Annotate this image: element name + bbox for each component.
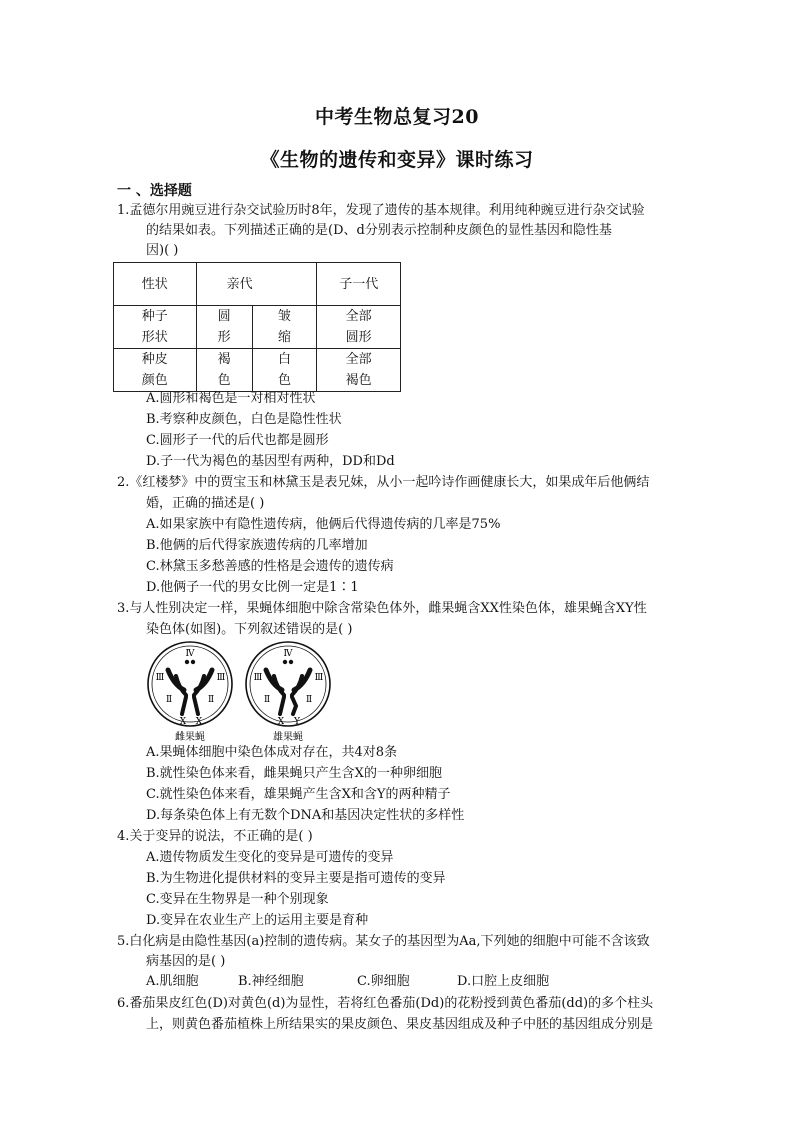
female-caption: 雌果蝇 [175,732,205,743]
svg-text:Ⅱ: Ⅱ [263,695,271,705]
section-heading: 一 、选择题 [117,183,192,199]
table-cell: 褐色 [196,349,252,392]
svg-text:Ⅲ: Ⅲ [253,673,263,683]
table-row [114,349,401,392]
question-3-line-2: 染色体(如图)。下列叙述错误的是( ) [146,622,353,637]
table-cell: 种皮颜色 [114,349,197,392]
question-3-option-c: C.就性染色体来看，雄果蝇产生含X和含Y的两种精子 [146,787,451,802]
table-header-row [114,263,401,306]
table-header-parent: 亲代 [196,263,317,306]
svg-text:Ⅲ: Ⅲ [155,673,165,683]
svg-text:Ⅱ: Ⅱ [305,695,313,705]
question-1-option-a: A.圆形和褐色是一对相对性状 [146,391,316,406]
table-header-f1: 子一代 [317,263,401,306]
question-3-option-a: A.果蝇体细胞中染色体成对存在，共4对8条 [146,745,398,760]
svg-text:Ⅱ: Ⅱ [165,695,173,705]
question-5-option-b: B.神经细胞 [238,974,304,989]
table-cell: 圆形 [196,306,252,349]
question-3-option-d: D.每条染色体上有无数个DNA和基因决定性状的多样性 [146,808,465,823]
question-5-option-d: D.口腔上皮细胞 [457,974,550,989]
question-1-option-c: C.圆形子一代的后代也都是圆形 [146,433,329,448]
question-4-option-d: D.变异在农业生产上的运用主要是育种 [146,913,369,928]
svg-text:Ⅱ: Ⅱ [207,695,215,705]
question-3-line-1: 3.与人性别决定一样，果蝇体细胞中除含常染色体外，雌果蝇含XX性染色体，雄果蝇含XY性 [117,601,647,616]
svg-text:X: X [195,717,203,727]
table-cell: 全部褐色 [317,349,401,392]
table-cell: 全部圆形 [317,306,401,349]
svg-text:Y: Y [294,717,300,727]
genetics-table [113,262,401,392]
question-1-option-b: B.考察种皮颜色，白色是隐性性状 [146,412,342,427]
question-4-option-c: C.变异在生物界是一种个别现象 [146,892,329,907]
svg-text:Ⅲ: Ⅲ [216,673,226,683]
question-5-line-1: 5.白化病是由隐性基因(a)控制的遗传病。某女子的基因型为Aa,下列她的细胞中可能不含该致 [117,934,650,949]
chromosome-diagram [146,640,336,744]
female-cell [148,642,232,727]
question-4-option-a: A.遗传物质发生变化的变异是可遗传的变异 [146,850,394,865]
question-5-option-c: C.卵细胞 [357,974,410,989]
svg-text:X: X [179,717,187,727]
table-cell: 种子形状 [114,306,197,349]
question-1-line-3: 因)( ) [146,243,179,258]
question-1-line-1: 1.孟德尔用豌豆进行杂交试验历时8年，发现了遗传的基本规律。利用纯种豌豆进行杂交试验 [117,203,645,218]
question-3-option-b: B.就性染色体来看，雌果蝇只产生含X的一种卵细胞 [146,766,442,781]
question-2-option-c: C.林黛玉多愁善感的性格是会遗传的遗传病 [146,559,394,574]
chromosome-figure [146,640,336,748]
question-1-line-2: 的结果如表。下列描述正确的是(D、d分别表示控制种皮颜色的显性基因和隐性基 [146,223,612,238]
question-5-line-2: 病基因的是( ) [146,954,226,969]
question-2-option-d: D.他俩子一代的男女比例一定是1∶1 [146,580,359,595]
table-cell: 皱缩 [252,306,317,349]
question-2-line-1: 2.《红楼梦》中的贾宝玉和林黛玉是表兄妹，从小一起吟诗作画健康长大，如果成年后他俩结 [117,475,650,490]
question-5-option-a: A.肌细胞 [146,974,199,989]
question-1-option-d: D.子一代为褐色的基因型有两种，DD和Dd [146,454,395,469]
svg-text:Ⅲ: Ⅲ [314,673,324,683]
table-header-trait: 性状 [114,263,197,306]
page-title: 中考生物总复习20 [315,106,479,128]
page-subtitle: 《生物的遗传和变异》课时练习 [260,149,534,171]
question-4-option-b: B.为生物进化提供材料的变异主要是指可遗传的变异 [146,871,446,886]
question-2-option-b: B.他俩的后代得家族遗传病的几率增加 [146,538,368,553]
question-2-line-2: 婚，正确的描述是( ) [146,496,265,511]
question-4-line-1: 4.关于变异的说法，不正确的是( ) [117,829,313,844]
question-6-line-2: 上，则黄色番茄植株上所结果实的果皮颜色、果皮基因组成及种子中胚的基因组成分别是 [146,1017,654,1032]
table-row [114,306,401,349]
svg-text:Ⅳ: Ⅳ [283,649,293,659]
table-cell: 白色 [252,349,317,392]
question-2-option-a: A.如果家族中有隐性遗传病，他俩后代得遗传病的几率是75% [146,517,501,532]
svg-text:Ⅳ: Ⅳ [185,649,195,659]
male-caption: 雄果蝇 [273,732,303,743]
male-cell [246,642,330,727]
svg-text:X: X [277,717,285,727]
question-6-line-1: 6.番茄果皮红色(D)对黄色(d)为显性，若将红色番茄(Dd)的花粉授到黄色番茄(dd)的多个柱头 [117,996,654,1011]
